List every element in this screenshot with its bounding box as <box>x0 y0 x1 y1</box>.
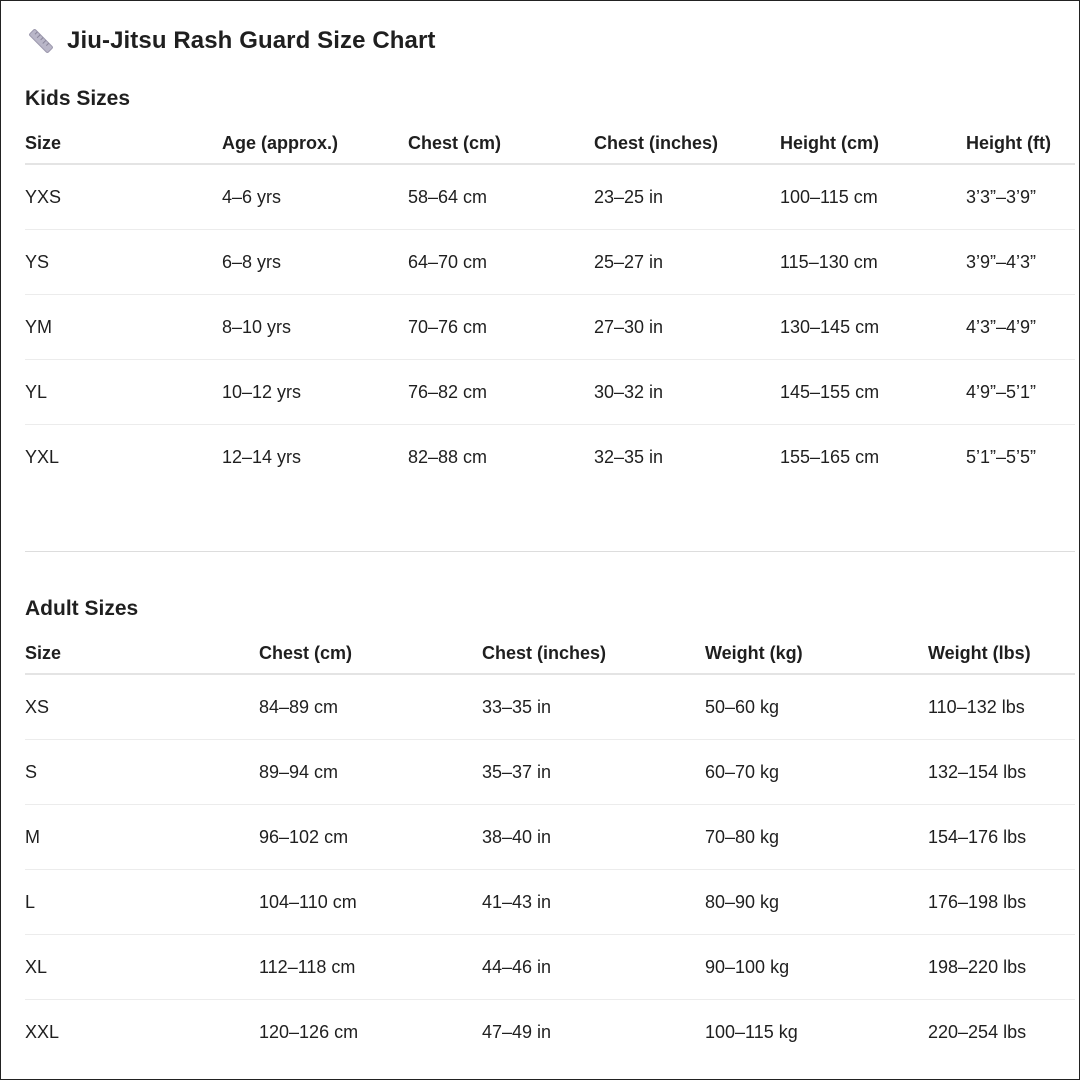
table-cell: 25–27 in <box>594 230 780 295</box>
table-cell: YM <box>25 295 222 360</box>
table-cell: 4’3”–4’9” <box>966 295 1075 360</box>
table-cell: 130–145 cm <box>780 295 966 360</box>
page-title: Jiu-Jitsu Rash Guard Size Chart <box>67 27 436 54</box>
adult-sizes-heading: Adult Sizes <box>25 597 139 620</box>
table-cell: 3’3”–3’9” <box>966 164 1075 230</box>
column-header-chest-cm: Chest (cm) <box>408 123 594 164</box>
table-row <box>25 674 1075 740</box>
table-cell: 76–82 cm <box>408 360 594 425</box>
table-cell: 38–40 in <box>482 805 705 870</box>
table-cell: 176–198 lbs <box>928 870 1075 935</box>
table-header-row <box>25 123 1075 164</box>
table-cell: 198–220 lbs <box>928 935 1075 1000</box>
table-cell: 58–64 cm <box>408 164 594 230</box>
title-row <box>25 23 436 59</box>
table-cell: 44–46 in <box>482 935 705 1000</box>
table-cell: L <box>25 870 259 935</box>
column-header-chest-cm: Chest (cm) <box>259 633 482 674</box>
table-cell: 50–60 kg <box>705 674 928 740</box>
table-row <box>25 805 1075 870</box>
table-row <box>25 230 1075 295</box>
table-cell: 30–32 in <box>594 360 780 425</box>
table-cell: 104–110 cm <box>259 870 482 935</box>
table-cell: M <box>25 805 259 870</box>
column-header-chest-inches: Chest (inches) <box>482 633 705 674</box>
kids-size-table <box>25 123 1075 489</box>
table-cell: 5’1”–5’5” <box>966 446 1037 467</box>
table-cell: 220–254 lbs <box>928 1021 1027 1042</box>
table-cell: 32–35 in <box>594 446 664 467</box>
table-cell: 84–89 cm <box>259 674 482 740</box>
table-cell: 110–132 lbs <box>928 674 1075 740</box>
table-cell: 132–154 lbs <box>928 740 1075 805</box>
table-cell: 47–49 in <box>482 1021 552 1042</box>
table-cell: 60–70 kg <box>705 740 928 805</box>
table-row <box>25 425 1075 490</box>
straight-ruler-icon <box>25 25 57 57</box>
table-cell: 10–12 yrs <box>222 360 408 425</box>
table-cell: 100–115 kg <box>705 1021 798 1042</box>
table-cell: 64–70 cm <box>408 230 594 295</box>
table-cell: 4–6 yrs <box>222 164 408 230</box>
table-cell: 115–130 cm <box>780 230 966 295</box>
table-cell: 70–76 cm <box>408 295 594 360</box>
column-header-chest-inches: Chest (inches) <box>594 123 780 164</box>
table-cell: S <box>25 740 259 805</box>
table-row <box>25 1000 1075 1065</box>
column-header-size: Size <box>25 633 259 674</box>
table-cell: 33–35 in <box>482 674 705 740</box>
table-cell: YL <box>25 360 222 425</box>
table-cell: 96–102 cm <box>259 805 482 870</box>
table-row <box>25 164 1075 230</box>
table-row <box>25 935 1075 1000</box>
column-header-height-cm: Height (cm) <box>780 123 966 164</box>
table-cell: YXS <box>25 164 222 230</box>
table-row <box>25 740 1075 805</box>
table-cell: 90–100 kg <box>705 935 928 1000</box>
table-cell: 12–14 yrs <box>222 446 302 467</box>
table-cell: 154–176 lbs <box>928 805 1075 870</box>
table-cell: 82–88 cm <box>408 446 488 467</box>
table-cell: 120–126 cm <box>259 1021 359 1042</box>
table-cell: 6–8 yrs <box>222 230 408 295</box>
column-header-weight-kg: Weight (kg) <box>705 633 928 674</box>
table-cell: 23–25 in <box>594 164 780 230</box>
table-cell: 27–30 in <box>594 295 780 360</box>
table-cell: 3’9”–4’3” <box>966 230 1075 295</box>
kids-sizes-heading: Kids Sizes <box>25 87 131 110</box>
column-header-age: Age (approx.) <box>222 123 408 164</box>
table-cell: YXL <box>25 446 60 467</box>
table-row <box>25 360 1075 425</box>
table-header-row <box>25 633 1075 674</box>
table-row <box>25 295 1075 360</box>
table-cell: 100–115 cm <box>780 164 966 230</box>
column-header-height-ft: Height (ft) <box>966 123 1075 164</box>
table-cell: XL <box>25 935 259 1000</box>
table-cell: XS <box>25 674 259 740</box>
table-cell: 112–118 cm <box>259 935 482 1000</box>
table-cell: 35–37 in <box>482 740 705 805</box>
table-cell: 8–10 yrs <box>222 295 408 360</box>
table-cell: 70–80 kg <box>705 805 928 870</box>
table-cell: 80–90 kg <box>705 870 928 935</box>
table-cell: XXL <box>25 1021 60 1042</box>
table-cell: YS <box>25 230 222 295</box>
table-cell: 41–43 in <box>482 870 705 935</box>
table-cell: 89–94 cm <box>259 740 482 805</box>
table-cell: 4’9”–5’1” <box>966 360 1075 425</box>
table-cell: 145–155 cm <box>780 360 966 425</box>
table-row <box>25 870 1075 935</box>
adult-size-table <box>25 633 1075 1064</box>
table-cell: 155–165 cm <box>780 446 880 467</box>
column-header-size: Size <box>25 123 222 164</box>
section-divider <box>25 551 1075 552</box>
column-header-weight-lbs: Weight (lbs) <box>928 633 1075 674</box>
